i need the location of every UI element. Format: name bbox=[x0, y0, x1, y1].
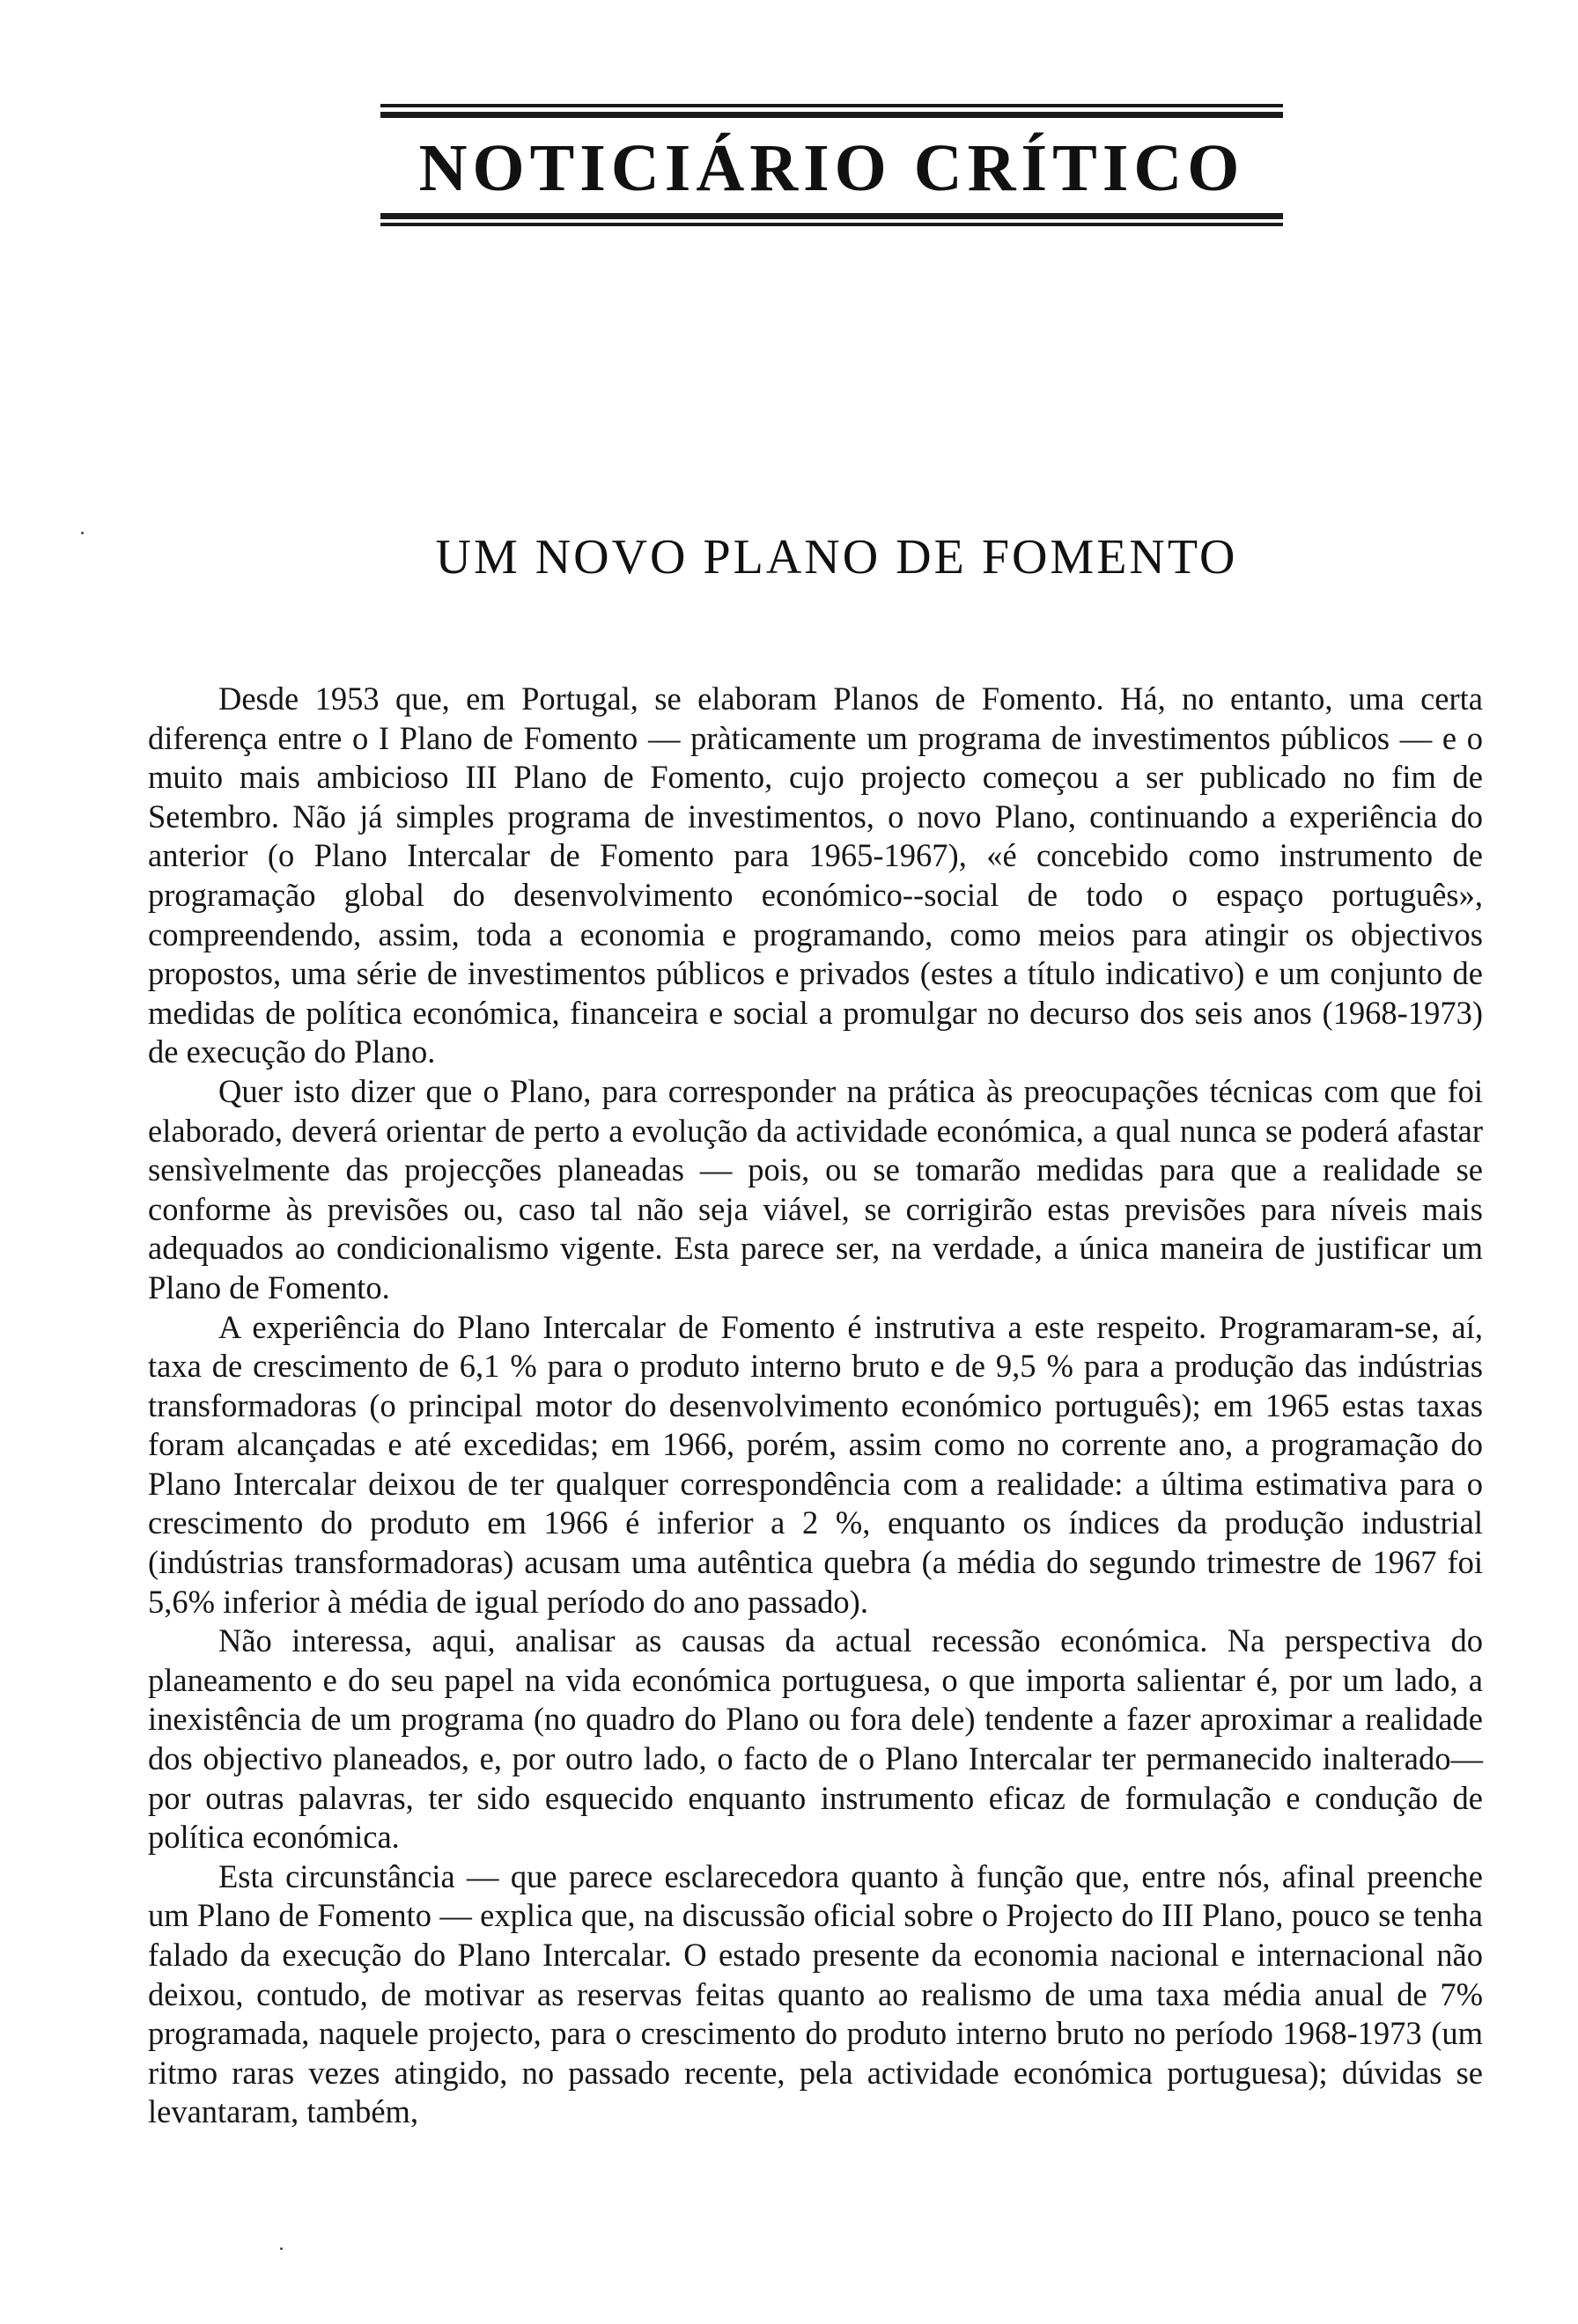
article-body bbox=[148, 680, 1483, 2132]
header-rule-top-thin bbox=[380, 104, 1283, 107]
scan-speck bbox=[81, 532, 84, 534]
article-title: UM NOVO PLANO DE FOMENTO bbox=[435, 530, 1238, 585]
header-rule-bottom-thin bbox=[380, 223, 1283, 226]
section-header bbox=[380, 104, 1283, 232]
header-rule-top-thick bbox=[380, 112, 1283, 118]
section-title: NOTICIÁRIO CRÍTICO bbox=[418, 131, 1245, 205]
paragraph: Não interessa, aqui, analisar as causas da actual recessão económica. Na perspectiva do planeamento e do seu papel na vida económica portuguesa, o que importa salientar é, por um lado, a inexistência de um programa (no quadro do Plano ou fora dele) tendente a fazer aproximar a realidade dos objectivo planeados, e, por outro lado, o facto de o Plano Intercalar ter permanecido inalterado—por outras palavras, ter sido esquecido enquanto instrumento eficaz de formulação e condução de política económica. bbox=[148, 1622, 1483, 1856]
scan-speck bbox=[280, 2247, 283, 2250]
paragraph: Desde 1953 que, em Portugal, se elaboram Planos de Fomento. Há, no entanto, uma certa diferença entre o I Plano de Fomento — pràticamente um programa de investimentos públicos — e o muito mais ambicioso III Plano de Fomento, cujo projecto começou a ser publicado no fim de Setembro. Não já simples programa de investimentos, o novo Plano, continuando a experiência do anterior (o Plano Intercalar de Fomento para 1965-1967), «é concebido como instrumento de programação global do desenvolvimento económico--social de todo o espaço português», compreendendo, assim, toda a economia e programando, como meios para atingir os objectivos propostos, uma série de investimentos públicos e privados (estes a título indicativo) e um conjunto de medidas de política económica, financeira e social a promulgar no decurso dos seis anos (1968-1973) de execução do Plano. bbox=[148, 680, 1483, 1070]
paragraph: A experiência do Plano Intercalar de Fomento é instrutiva a este respeito. Programaram-se, aí, taxa de crescimento de 6,1 % para o produto interno bruto e de 9,5 % para a produção das indústrias transformadoras (o principal motor do desenvolvimento económico português); em 1965 estas taxas foram alcançadas e até excedidas; em 1966, porém, assim como no corrente ano, a programação do Plano Intercalar deixou de ter qualquer correspondência com a realidade: a última estimativa para o crescimento do produto em 1966 é inferior a 2 %, enquanto os índices da produção industrial (indústrias transformadoras) acusam uma autêntica quebra (a média do segundo trimestre de 1967 foi 5,6% inferior à média de igual período do ano passado). bbox=[148, 1308, 1483, 1620]
header-rule-bottom-thick bbox=[380, 213, 1283, 219]
paragraph: Quer isto dizer que o Plano, para corresponder na prática às preocupações técnicas com que foi elaborado, deverá orientar de perto a evolução da actividade económica, a qual nunca se poderá afastar sensìvelmente das projecções planeadas — pois, ou se tomarão medidas para que a realidade se conforme às previsões ou, caso tal não seja viável, se corrigirão estas previsões para níveis mais adequados ao condicionalismo vigente. Esta parece ser, na verdade, a única maneira de justificar um Plano de Fomento. bbox=[148, 1072, 1483, 1305]
paragraph: Esta circunstância — que parece esclarecedora quanto à função que, entre nós, afinal preenche um Plano de Fomento — explica que, na discussão oficial sobre o Projecto do III Plano, pouco se tenha falado da execução do Plano Intercalar. O estado presente da economia nacional e internacional não deixou, contudo, de motivar as reservas feitas quanto ao realismo de uma taxa média anual de 7% programada, naquele projecto, para o crescimento do produto interno bruto no período 1968-1973 (um ritmo raras vezes atingido, no passado recente, pela actividade económica portuguesa); dúvidas se levantaram, também, bbox=[148, 1857, 1483, 2130]
